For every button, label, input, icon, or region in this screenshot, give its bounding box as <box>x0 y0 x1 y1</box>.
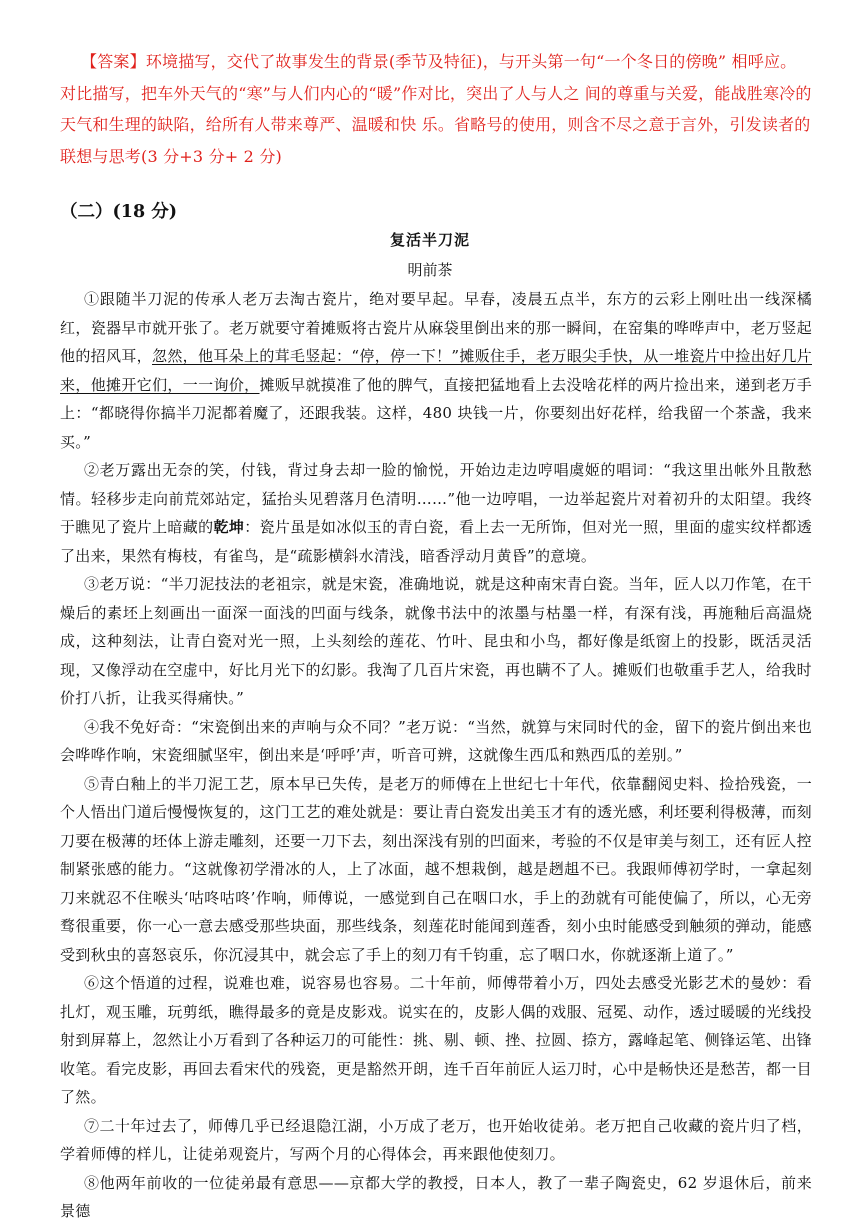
paragraph-2-text-a: ②老万露出无奈的笑，付钱，背过身去却一脸的愉悦，开始边走边哼唱虞姬的唱词：“我这里出帐外且散愁情。轻移步走向前荒郊站定，猛抬头见碧落月色清明……”他一边哼唱，一边举起瓷片对着初升的太阳望。我终于瞧见了瓷片上暗藏的 <box>60 461 812 536</box>
paragraph-1-text-a: ①跟随半刀泥的传承人老万去淘古瓷片，绝对要早起。早春，凌晨五点半，东方的云彩上刚吐出一线深橘红，瓷器早市就开张了。老万就要守着摊贩将古瓷片从麻袋里倒出来的那一瞬间，在窑集的哗哗声中，老万竖起他的招风耳， <box>60 290 812 365</box>
article-title: 复活半刀泥 <box>389 231 470 249</box>
underlined-sentence: 忽然，他耳朵上的茸毛竖起：“停，停一下！”摊贩住手，老万眼尖手快，从一堆瓷片中捡出好几片来，他摊开它们，一一询价， <box>60 347 812 394</box>
paragraph-2 <box>60 456 812 570</box>
bold-word: 乾坤 <box>213 518 245 536</box>
answer-text: 环境描写，交代了故事发生的背景(季节及特征)，与开头第一句“一个冬日的傍晚” 相呼应。对比描写，把车外天气的“寒”与人们内心的“暖”作对比，突出了人与人之 间的尊重与关爱，能战胜寒冷的天气和生理的缺陷，给所有人带来尊严、温暖和快 乐。省略号的使用，则含不尽之意于言外，引发读者的联想与思考(3 分+3 分+ 2 分) <box>60 52 812 166</box>
paragraph-7: ⑦二十年过去了，师傅几乎已经退隐江湖，小万成了老万，也开始收徒弟。老万把自己收藏的瓷片归了档，学着师傅的样儿，让徒弟观瓷片，写两个月的心得体会，再来跟他使刻刀。 <box>60 1116 812 1163</box>
answer-block <box>60 46 812 172</box>
paragraph-3: ③老万说：“半刀泥技法的老祖宗，就是宋瓷，准确地说，就是这种南宋青白瓷。当年，匠人以刀作笔，在干燥后的素坯上刻画出一面深一面浅的凹面与线条，就像书法中的浓墨与枯墨一样，有深有浅，再施釉后高温烧成，这种刻法，让青白瓷对光一照，上头刻绘的莲花、竹叶、昆虫和小鸟，都好像是纸窗上的投影，既活灵活现，又像浮动在空虚中，好比月光下的幻影。我淘了几百片宋瓷，再也瞒不了人。摊贩们也敬重手艺人，给我时价打八折，让我买得痛快。” <box>60 575 812 707</box>
paragraph-8: ⑧他两年前收的一位徒弟最有意思——京都大学的教授，日本人，教了一辈子陶瓷史，62 岁退休后，前来景德 <box>60 1173 812 1220</box>
section-heading: （二）(18 分) <box>60 202 178 222</box>
paragraph-1-text-b: 摊贩早就摸准了他的脾气，直接把猛地看上去没啥花样的两片捡出来，递到老万手上：“都晓得你搞半刀泥都着魔了，还跟我装。这样，480 块钱一片，你要刻出好花样，给我留一个茶盏，我来买。” <box>60 375 812 451</box>
article-body <box>60 285 812 1226</box>
paragraph-2-text-b: ：瓷片虽是如冰似玉的青白瓷，看上去一无所饰，但对光一照，里面的虚实纹样都透了出来，果然有梅枝，有雀鸟，是“疏影横斜水清浅，暗香浮动月黄昏”的意境。 <box>60 518 812 565</box>
paragraph-5: ⑤青白釉上的半刀泥工艺，原本早已失传，是老万的师傅在上世纪七十年代，依靠翻阅史料、捡拾残瓷，一个人悟出门道后慢慢恢复的，这门工艺的难处就是：要让青白瓷发出美玉才有的透光感，利坯要利得极薄，而刻刀要在极薄的坯体上游走雕刻，还要一刀下去，刻出深浅有别的凹面来，考验的不仅是审美与刻工，还有匠人控制紧张感的能力。“这就像初学滑冰的人，上了冰面，越不想栽倒，越是趔趄不已。我跟师傅初学时，一拿起刻刀来就忍不住喉头‘咕咚咕咚’作响，师傅说，一感觉到自己在咽口水，手上的劲就有可能使偏了，所以，心无旁骛很重要，你一心一意去感受那些块面，那些线条，刻莲花时能闻到莲香，刻小虫时能感受到触须的弹动，能感受到秋虫的喜怒哀乐，你沉浸其中，就会忘了手上的刻刀有千钧重，忘了咽口水，你就逐渐上道了。” <box>60 774 812 964</box>
paragraph-4: ④我不免好奇：“宋瓷倒出来的声响与众不同？”老万说：“当然，就算与宋同时代的金，留下的瓷片倒出来也会哗哗作响，宋瓷细腻坚牢，倒出来是‘呼呼’声，听音可辨，这就像生西瓜和熟西瓜的差别。” <box>60 717 812 764</box>
article-author: 明前茶 <box>407 261 453 279</box>
answer-label: 【答案】 <box>81 52 146 71</box>
paragraph-6: ⑥这个悟道的过程，说难也难，说容易也容易。二十年前，师傅带着小万，四处去感受光影艺术的曼妙：看扎灯，观玉雕，玩剪纸，瞧得最多的竟是皮影戏。说实在的，皮影人偶的戏服、冠冕、动作，透过暖暖的光线投射到屏幕上，忽然让小万看到了各种运刀的可能性：挑、剔、顿、挫、拉圆、捺方，露峰起笔、侧锋运笔、出锋收笔。看完皮影，再回去看宋代的残瓷，更是豁然开朗，连千百年前匠人运刀时，心中是畅快还是愁苦，都一目了然。 <box>60 974 812 1106</box>
paragraph-1 <box>60 285 812 456</box>
